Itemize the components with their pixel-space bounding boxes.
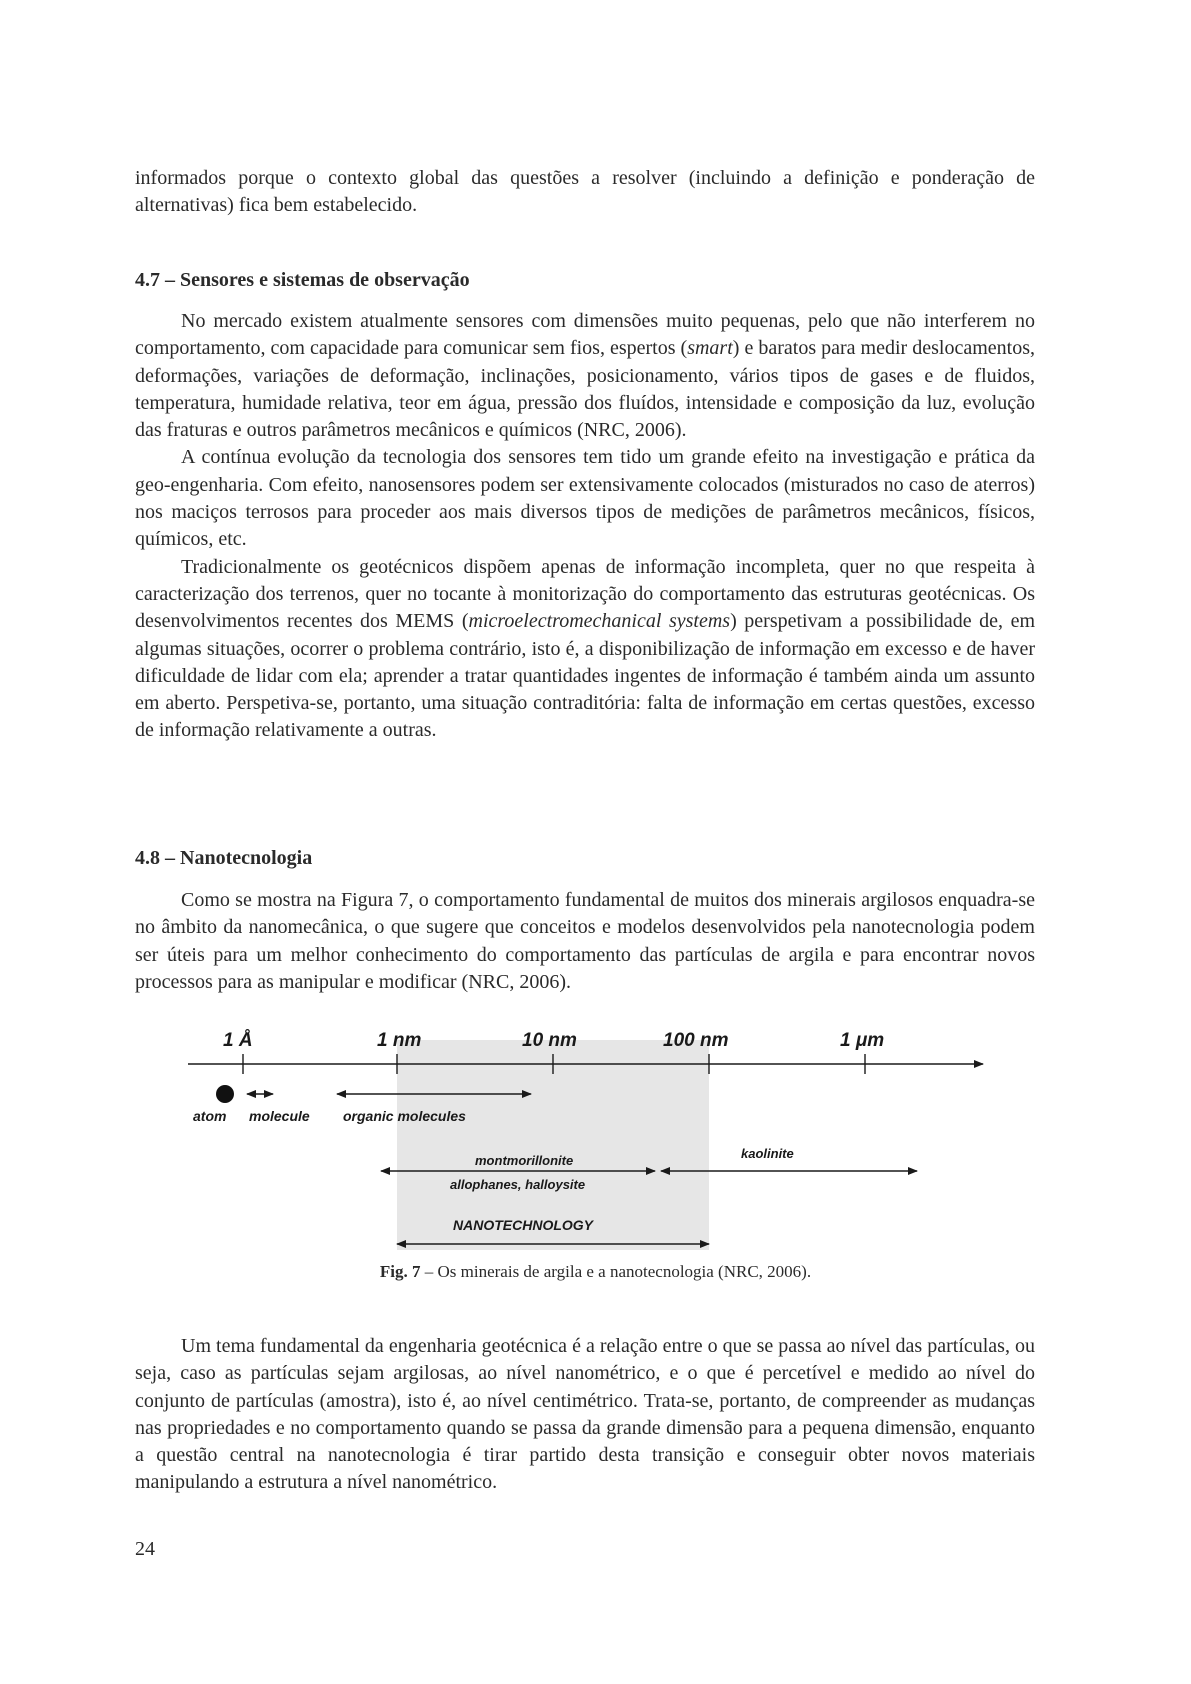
caption-text: – Os minerais de argila e a nanotecnologia (NRC, 2006).	[420, 1262, 812, 1281]
scale-diagram-svg	[185, 1020, 1005, 1250]
section-body-nanotecnologia	[135, 887, 1035, 996]
closing-block	[135, 1333, 1035, 1497]
closing-paragraph: Um tema fundamental da engenharia geotécnica é a relação entre o que se passa ao nível das partículas, ou seja, caso as partículas sejam argilosas, ao nível nanométrico, e o que é percetível e medido ao nível do conjunto de partículas (amostra), isto é, ao nível centimétrico. Trata-se, portanto, de compreender as mudanças nas propriedades e no comportamento quando se passa da grande dimensão para a pequena dimensão, enquanto a questão central na nanotecnologia é tirar partido desta transição e conseguir obter novos materiais manipulando a estrutura a nível nanométrico.	[135, 1335, 1035, 1494]
paragraph-nanotecnologia-1: Como se mostra na Figura 7, o comportamento fundamental de muitos dos minerais argilosos enquadra-se no âmbito da nanomecânica, o que sugere que conceitos e modelos desenvolvidos pela nanotecnologia podem ser úteis para um melhor conhecimento do comportamento das partículas de argila e para encontrar novos processos para as manipular e modificar (NRC, 2006).	[135, 889, 1035, 993]
figure-caption	[0, 1262, 1191, 1282]
page-number: 24	[135, 1538, 155, 1560]
scale-label-angstrom: 1 Å	[223, 1030, 253, 1051]
kaolinite-label: kaolinite	[741, 1146, 794, 1161]
section-body-sensores	[135, 308, 1035, 745]
intro-block	[135, 165, 1035, 220]
allophanes-label: allophanes, halloysite	[450, 1177, 586, 1192]
montmorillonite-label: montmorillonite	[475, 1153, 574, 1168]
paragraph-sensores-3: Tradicionalmente os geotécnicos dispõem apenas de informação incompleta, quer no que respeita à caracterização dos terrenos, quer no tocante à monitorização do comportamento das estruturas geotécnicas. Os desenvolvimentos recentes dos MEMS (microelectromechanical systems) perspetivam a possibilidade de, em algumas situações, ocorrer o problema contrário, isto é, a disponibilização de informação em excesso e de haver dificuldade de lidar com ela; aprender a tratar quantidades ingentes de informação é também ainda um assunto em aberto. Perspetiva-se, portanto, uma situação contraditória: falta de informação em certas questões, excesso de informação relativamente a outras.	[135, 555, 1036, 742]
scale-label-10nm: 10 nm	[522, 1030, 577, 1051]
paragraph-sensores-1: No mercado existem atualmente sensores com dimensões muito pequenas, pelo que não interferem no comportamento, com capacidade para comunicar sem fios, espertos (smart) e baratos para medir deslocamentos, deformações, variações de deformação, inclinações, posicionamento, vários tipos de gases e de fluidos, temperatura, humidade relativa, teor em água, pressão dos fluídos, intensidade e composição da luz, evolução das fraturas e outros parâmetros mecânicos e químicos (NRC, 2006).	[135, 310, 1035, 442]
scale-label-1um: 1 μm	[840, 1030, 885, 1051]
figure-7-scale-diagram	[185, 1020, 1005, 1250]
section-title-nanotecnologia: 4.8 – Nanotecnologia	[135, 847, 313, 869]
paragraph-sensores-2: A contínua evolução da tecnologia dos sensores tem tido um grande efeito na investigação e prática da geo-engenharia. Com efeito, nanosensores podem ser extensivamente colocados (misturados no caso de aterros) nos maciços terrosos para proceder aos mais diversos tipos de medições de parâmetros mecânicos, físicos, químicos, etc.	[135, 446, 1035, 551]
atom-label: atom	[193, 1108, 227, 1124]
nanotechnology-label: NANOTECHNOLOGY	[453, 1217, 593, 1233]
caption-label: Fig. 7	[379, 1262, 421, 1281]
organic-molecules-label: organic molecules	[343, 1108, 466, 1124]
intro-paragraph: informados porque o contexto global das questões a resolver (incluindo a definição e ponderação de alternativas) fica bem estabelecido.	[135, 167, 1035, 217]
scale-label-1nm: 1 nm	[377, 1030, 422, 1051]
section-title-sensores: 4.7 – Sensores e sistemas de observação	[135, 269, 470, 291]
atom-dot	[216, 1085, 234, 1103]
scale-label-100nm: 100 nm	[663, 1030, 729, 1051]
molecule-label: molecule	[249, 1108, 310, 1124]
